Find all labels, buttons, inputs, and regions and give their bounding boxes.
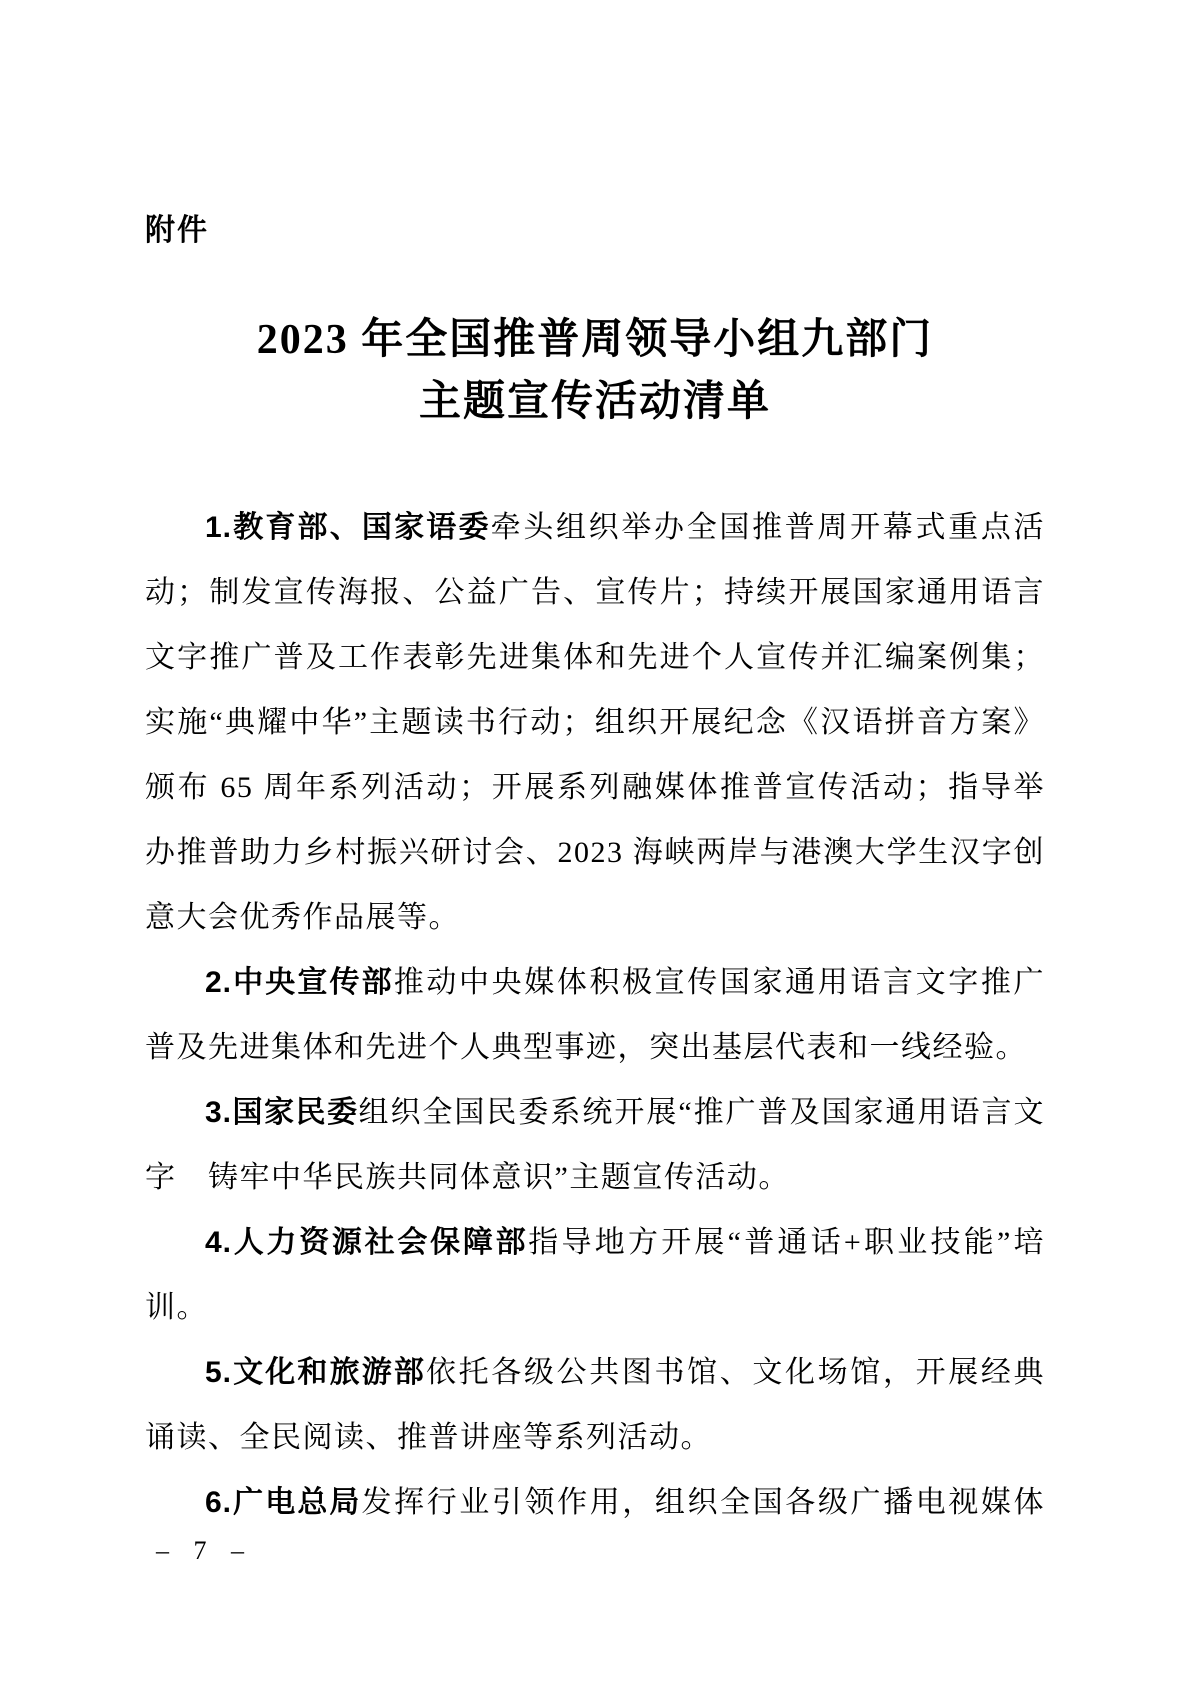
paragraph-1-body: 牵头组织举办全国推普周开幕式重点活动；制发宣传海报、公益广告、宣传片；持续开展国家通用语言文字推广普及工作表彰先进集体和先进个人宣传并汇编案例集；实施“典耀中华”主题读书行动；组织开展纪念《汉语拼音方案》颁布 65 周年系列活动；开展系列融媒体推普宣传活动；指导举办推普助力乡村振兴研讨会、2023 海峡两岸与港澳大学生汉字创意大会优秀作品展等。 [145,511,1046,934]
paragraph-1 [145,495,1045,950]
paragraph-5-body: 依托各级公共图书馆、文化场馆，开展经典诵读、全民阅读、推普讲座等系列活动。 [145,1356,1045,1454]
document-title [145,309,1045,433]
paragraph-6 [145,1470,1045,1535]
paragraph-6-body: 发挥行业引领作用，组织全国各级广播电视媒体 [361,1486,1045,1519]
paragraph-4-body: 指导地方开展“普通话+职业技能”培训。 [145,1226,1045,1324]
paragraph-5 [145,1340,1045,1470]
paragraph-3-lead: 3.国家民委 [205,1096,359,1129]
paragraph-2-lead: 2.中央宣传部 [205,966,394,999]
attachment-label: 附件 [145,214,209,247]
paragraph-3-body: 组织全国民委系统开展“推广普及国家通用语言文字 铸牢中华民族共同体意识”主题宣传活动。 [145,1096,1045,1194]
paragraph-2 [145,950,1045,1080]
paragraph-6-lead: 6.广电总局 [205,1486,362,1519]
page-number: – 7 – [156,1536,253,1565]
paragraph-4 [145,1210,1045,1340]
paragraph-3 [145,1080,1045,1210]
document-title-line1: 2023 年全国推普周领导小组九部门 [256,317,934,363]
paragraph-2-body: 推动中央媒体积极宣传国家通用语言文字推广普及先进集体和先进个人典型事迹，突出基层代表和一线经验。 [145,966,1045,1064]
document-body [145,495,1045,1535]
paragraph-1-lead: 1.教育部、国家语委 [205,511,491,544]
document-title-line2: 主题宣传活动清单 [418,379,771,425]
paragraph-5-lead: 5.文化和旅游部 [205,1356,426,1389]
paragraph-4-lead: 4.人力资源社会保障部 [205,1226,529,1259]
